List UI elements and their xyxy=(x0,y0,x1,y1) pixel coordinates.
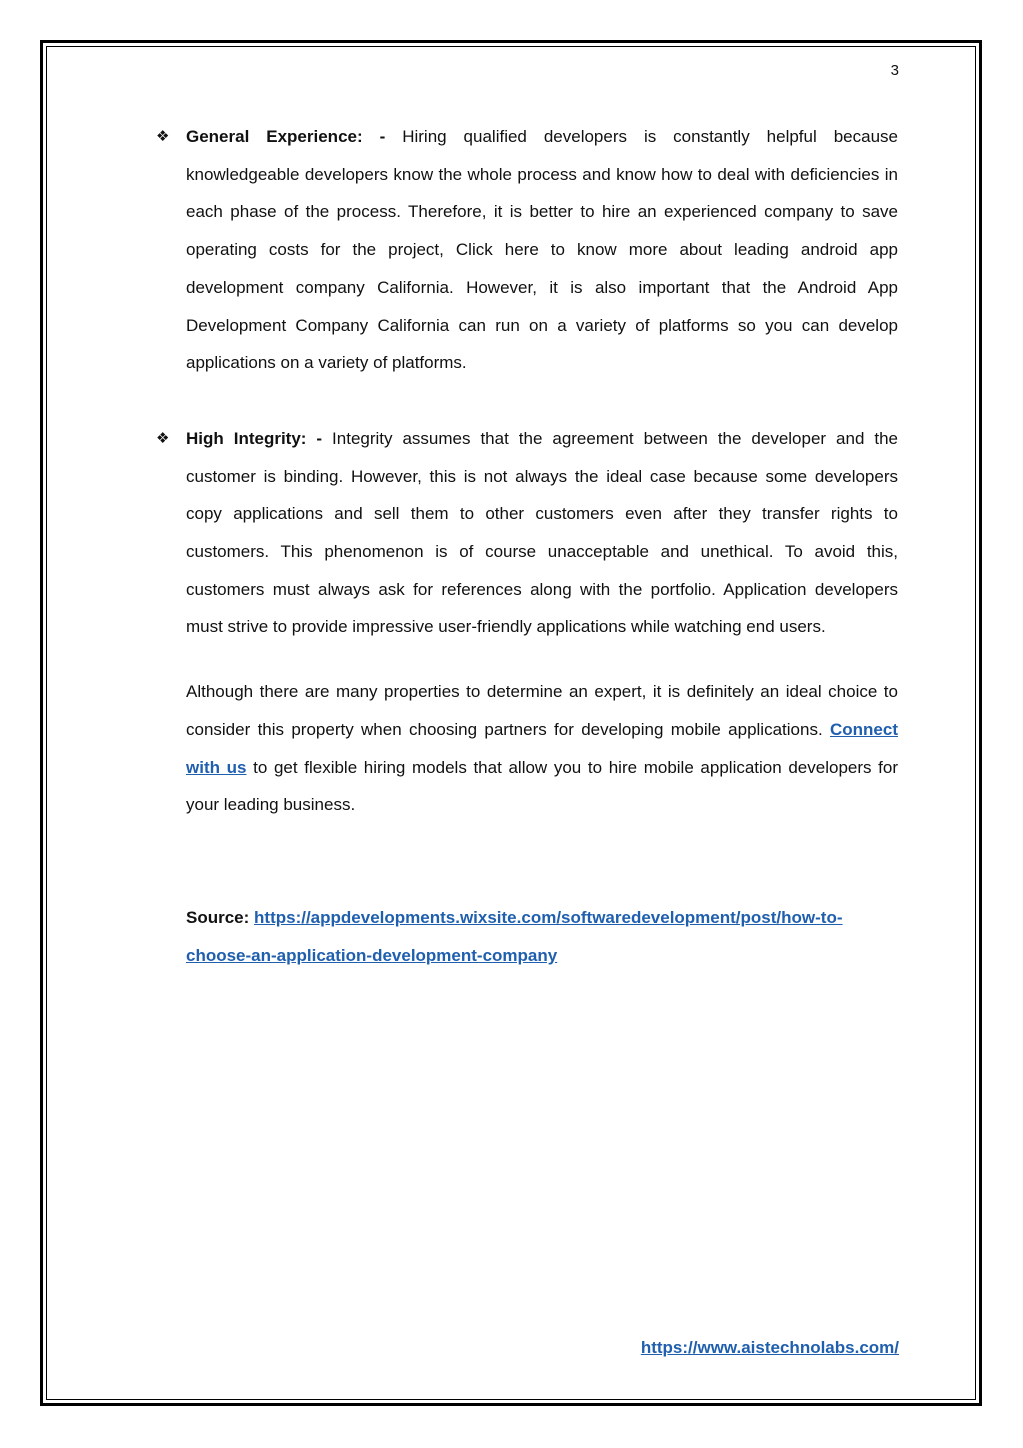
high-integrity-text: Integrity assumes that the agreement between the developer and the customer is binding. However, this is not always the ideal case because some developers copy applications and sell them to other customers even after they transfer rights to customers. This phenomenon is of course unacceptable and unethical. To avoid this, customers must always ask for references along with the portfolio. Application developers must strive to provide impressive user-friendly applications while watching end users. xyxy=(186,428,898,637)
diamond-bullet-icon: ❖ xyxy=(156,429,170,447)
closing-text-before-link: Although there are many properties to determine an expert, it is definitely an ideal choice to consider this property when choosing partners for developing mobile applications. xyxy=(186,682,898,739)
document-body xyxy=(156,118,899,974)
closing-text-after-link: to get flexible hiring models that allow you to hire mobile application developers for your leading business. xyxy=(186,757,899,815)
closing-paragraph xyxy=(186,673,898,824)
general-experience-heading: General Experience: - xyxy=(186,127,386,146)
source-line xyxy=(186,899,898,974)
source-link[interactable]: https://appdevelopments.wixsite.com/softwaredevelopment/post/how-to-choose-an-application-development-company xyxy=(186,907,843,965)
diamond-bullet-icon: ❖ xyxy=(156,128,170,145)
high-integrity-item xyxy=(156,420,898,646)
general-experience-item xyxy=(156,118,898,382)
page-number: 3 xyxy=(890,62,899,79)
footer-website-link[interactable]: https://www.aistechnolabs.com/ xyxy=(640,1338,899,1357)
connect-with-us-link[interactable]: Connect with us xyxy=(186,719,898,777)
source-label: Source: xyxy=(186,907,250,927)
high-integrity-heading: High Integrity: - xyxy=(186,428,323,448)
general-experience-text: Hiring qualified developers is constantly helpful because knowledgeable developers know the whole process and know how to deal with deficiencies in each phase of the process. Therefore, it is better to hire an experienced company to save operating costs for the project, Click here to know more about leading android app development company California. However, it is also important that the Android App Development Company California can run on a variety of platforms so you can develop applications on a variety of platforms. xyxy=(186,127,898,373)
